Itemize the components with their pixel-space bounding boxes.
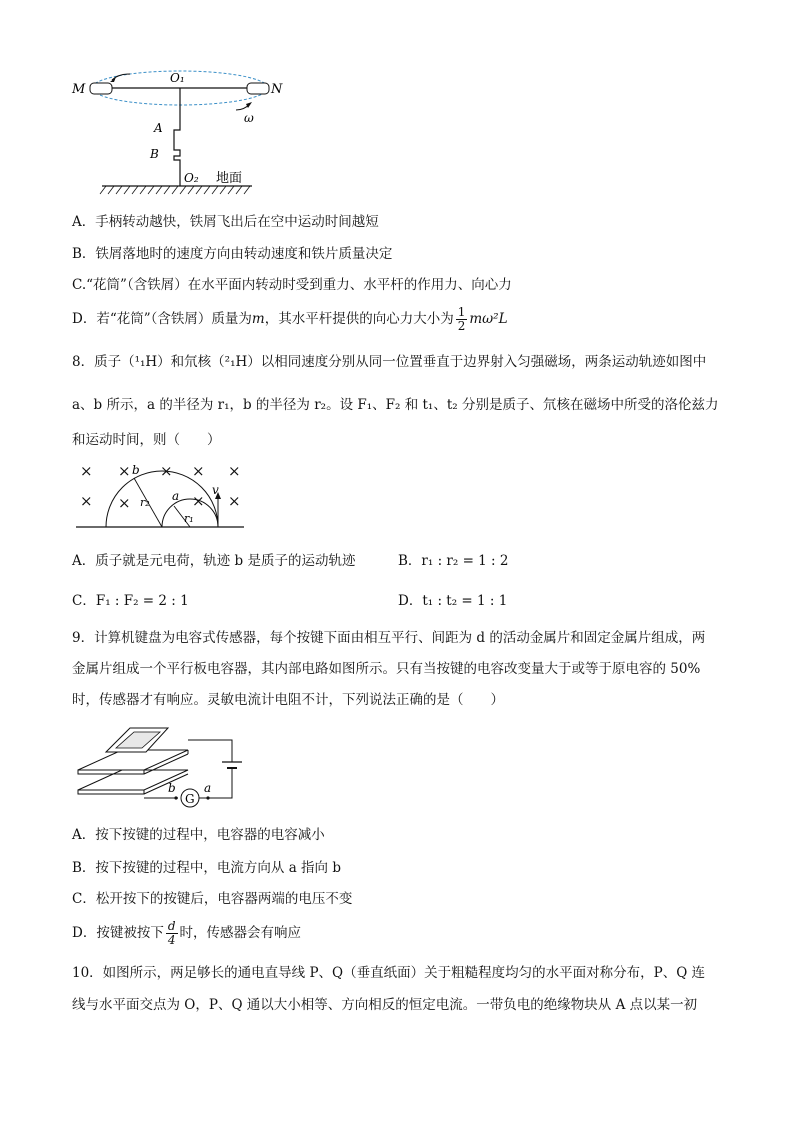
- svg-text:×: ×: [228, 462, 241, 480]
- q9-option-a: A．按下按键的过程中，电容器的电容减小: [72, 827, 325, 843]
- q7-option-c: C.“花筒”（含铁屑）在水平面内转动时受到重力、水平杆的作用力、向心力: [72, 277, 512, 293]
- svg-text:×: ×: [228, 492, 241, 510]
- q8-stem-line3: 和运动时间，则（ ）: [72, 432, 221, 448]
- q9-stem-line2: 金属片组成一个平行板电容器，其内部电路如图所示。只有当按键的电容改变量大于或等于原电容的 50%: [72, 661, 701, 677]
- galvanometer-label: G: [185, 792, 195, 806]
- upper-plate: [78, 750, 188, 770]
- label-O1: O₁: [170, 71, 185, 85]
- tube-M: [90, 83, 112, 94]
- fraction-d-over-4: $\frac{d}{4}$: [167, 919, 176, 947]
- q9-option-d: D．按键被按下 $\frac{d}{4}$ 时，传感器会有响应: [72, 919, 302, 947]
- q7-option-b: B．铁屑落地时的速度方向由转动速度和铁片质量决定: [72, 246, 393, 262]
- fig-label-r2: r₂: [140, 496, 150, 509]
- q8-stem-line1: 8．质子（¹₁H）和氘核（²₁H）以相同速度分别从同一位置垂直于边界射入匀强磁场，两条运动轨迹如图中: [72, 354, 707, 370]
- q8-option-c: C．F₁ : F₂ = 2 : 1: [72, 593, 189, 609]
- q9-option-b: B．按下按键的过程中，电流方向从 a 指向 b: [72, 860, 341, 876]
- q9-stem-line3: 时，传感器才有响应。灵敏电流计电阻不计，下列说法正确的是（ ）: [72, 692, 504, 708]
- point-b: [174, 796, 177, 799]
- tube-N: [247, 83, 269, 94]
- q7-option-d: D．若“花筒”（含铁屑）质量为m，其水平杆提供的向心力大小为 $\frac{1}{2}$ mω²L: [72, 305, 508, 333]
- fig-label-v: v: [212, 483, 219, 497]
- svg-text:×: ×: [80, 462, 93, 480]
- vertical-handle: [174, 88, 180, 186]
- q8-option-b: B．r₁ : r₂ = 1 : 2: [398, 553, 509, 569]
- q10-stem-line1: 10．如图所示，两足够长的通电直导线 P、Q（垂直纸面）关于粗糙程度均匀的水平面对称分布，P、Q 连: [72, 965, 706, 981]
- svg-text:×: ×: [80, 492, 93, 510]
- upper-plate-edge: [78, 770, 144, 774]
- wire-top: [188, 740, 232, 762]
- figure-rotating-flower-tube: [60, 60, 300, 200]
- svg-text:×: ×: [192, 462, 205, 480]
- label-O2: O₂: [184, 171, 199, 185]
- svg-text:×: ×: [118, 494, 131, 512]
- svg-text:×: ×: [192, 492, 205, 510]
- q8-option-d: D．t₁ : t₂ = 1 : 1: [398, 593, 508, 609]
- fig-label-a: a: [172, 489, 180, 503]
- fraction-one-half: $\frac{1}{2}$: [457, 305, 466, 333]
- label-N: N: [271, 82, 283, 97]
- figure-keyboard-capacitor-circuit: [72, 718, 252, 812]
- label-ground: 地面: [216, 171, 243, 186]
- q9-stem-line1: 9．计算机键盘为电容式传感器，每个按键下面由相互平行、间距为 d 的活动金属片和固定金属片组成，两: [72, 630, 706, 646]
- label-M: M: [72, 82, 86, 97]
- fig-label-b: b: [132, 463, 140, 477]
- label-A: A: [154, 121, 163, 135]
- fig-label-r1: r₁: [184, 512, 194, 525]
- fig-label-a: a: [204, 781, 212, 795]
- point-a: [206, 796, 209, 799]
- fig-label-b: b: [168, 781, 176, 795]
- svg-text:×: ×: [118, 462, 131, 480]
- lower-plate-edge: [78, 790, 144, 794]
- q8-stem-line2: a、b 所示，a 的半径为 r₁，b 的半径为 r₂。设 F₁、F₂ 和 t₁、t₂ 分别是质子、氘核在磁场中所受的洛伦兹力: [72, 397, 719, 413]
- q7-option-a: A．手柄转动越快，铁屑飞出后在空中运动时间越短: [72, 214, 379, 230]
- ground-hatching: [100, 186, 250, 194]
- label-omega: ω: [244, 111, 254, 125]
- label-B: B: [150, 147, 159, 161]
- q8-option-a: A．质子就是元电荷，轨迹 b 是质子的运动轨迹: [72, 553, 356, 569]
- q9-option-c: C．松开按下的按键后，电容器两端的电压不变: [72, 891, 353, 907]
- svg-text:×: ×: [160, 462, 173, 480]
- figure-magnetic-field-trajectories: [72, 458, 252, 534]
- q10-stem-line2: 线与水平面交点为 O，P、Q 通以大小相等、方向相反的恒定电流。一带负电的绝缘物块从 A 点以某一初: [72, 997, 698, 1013]
